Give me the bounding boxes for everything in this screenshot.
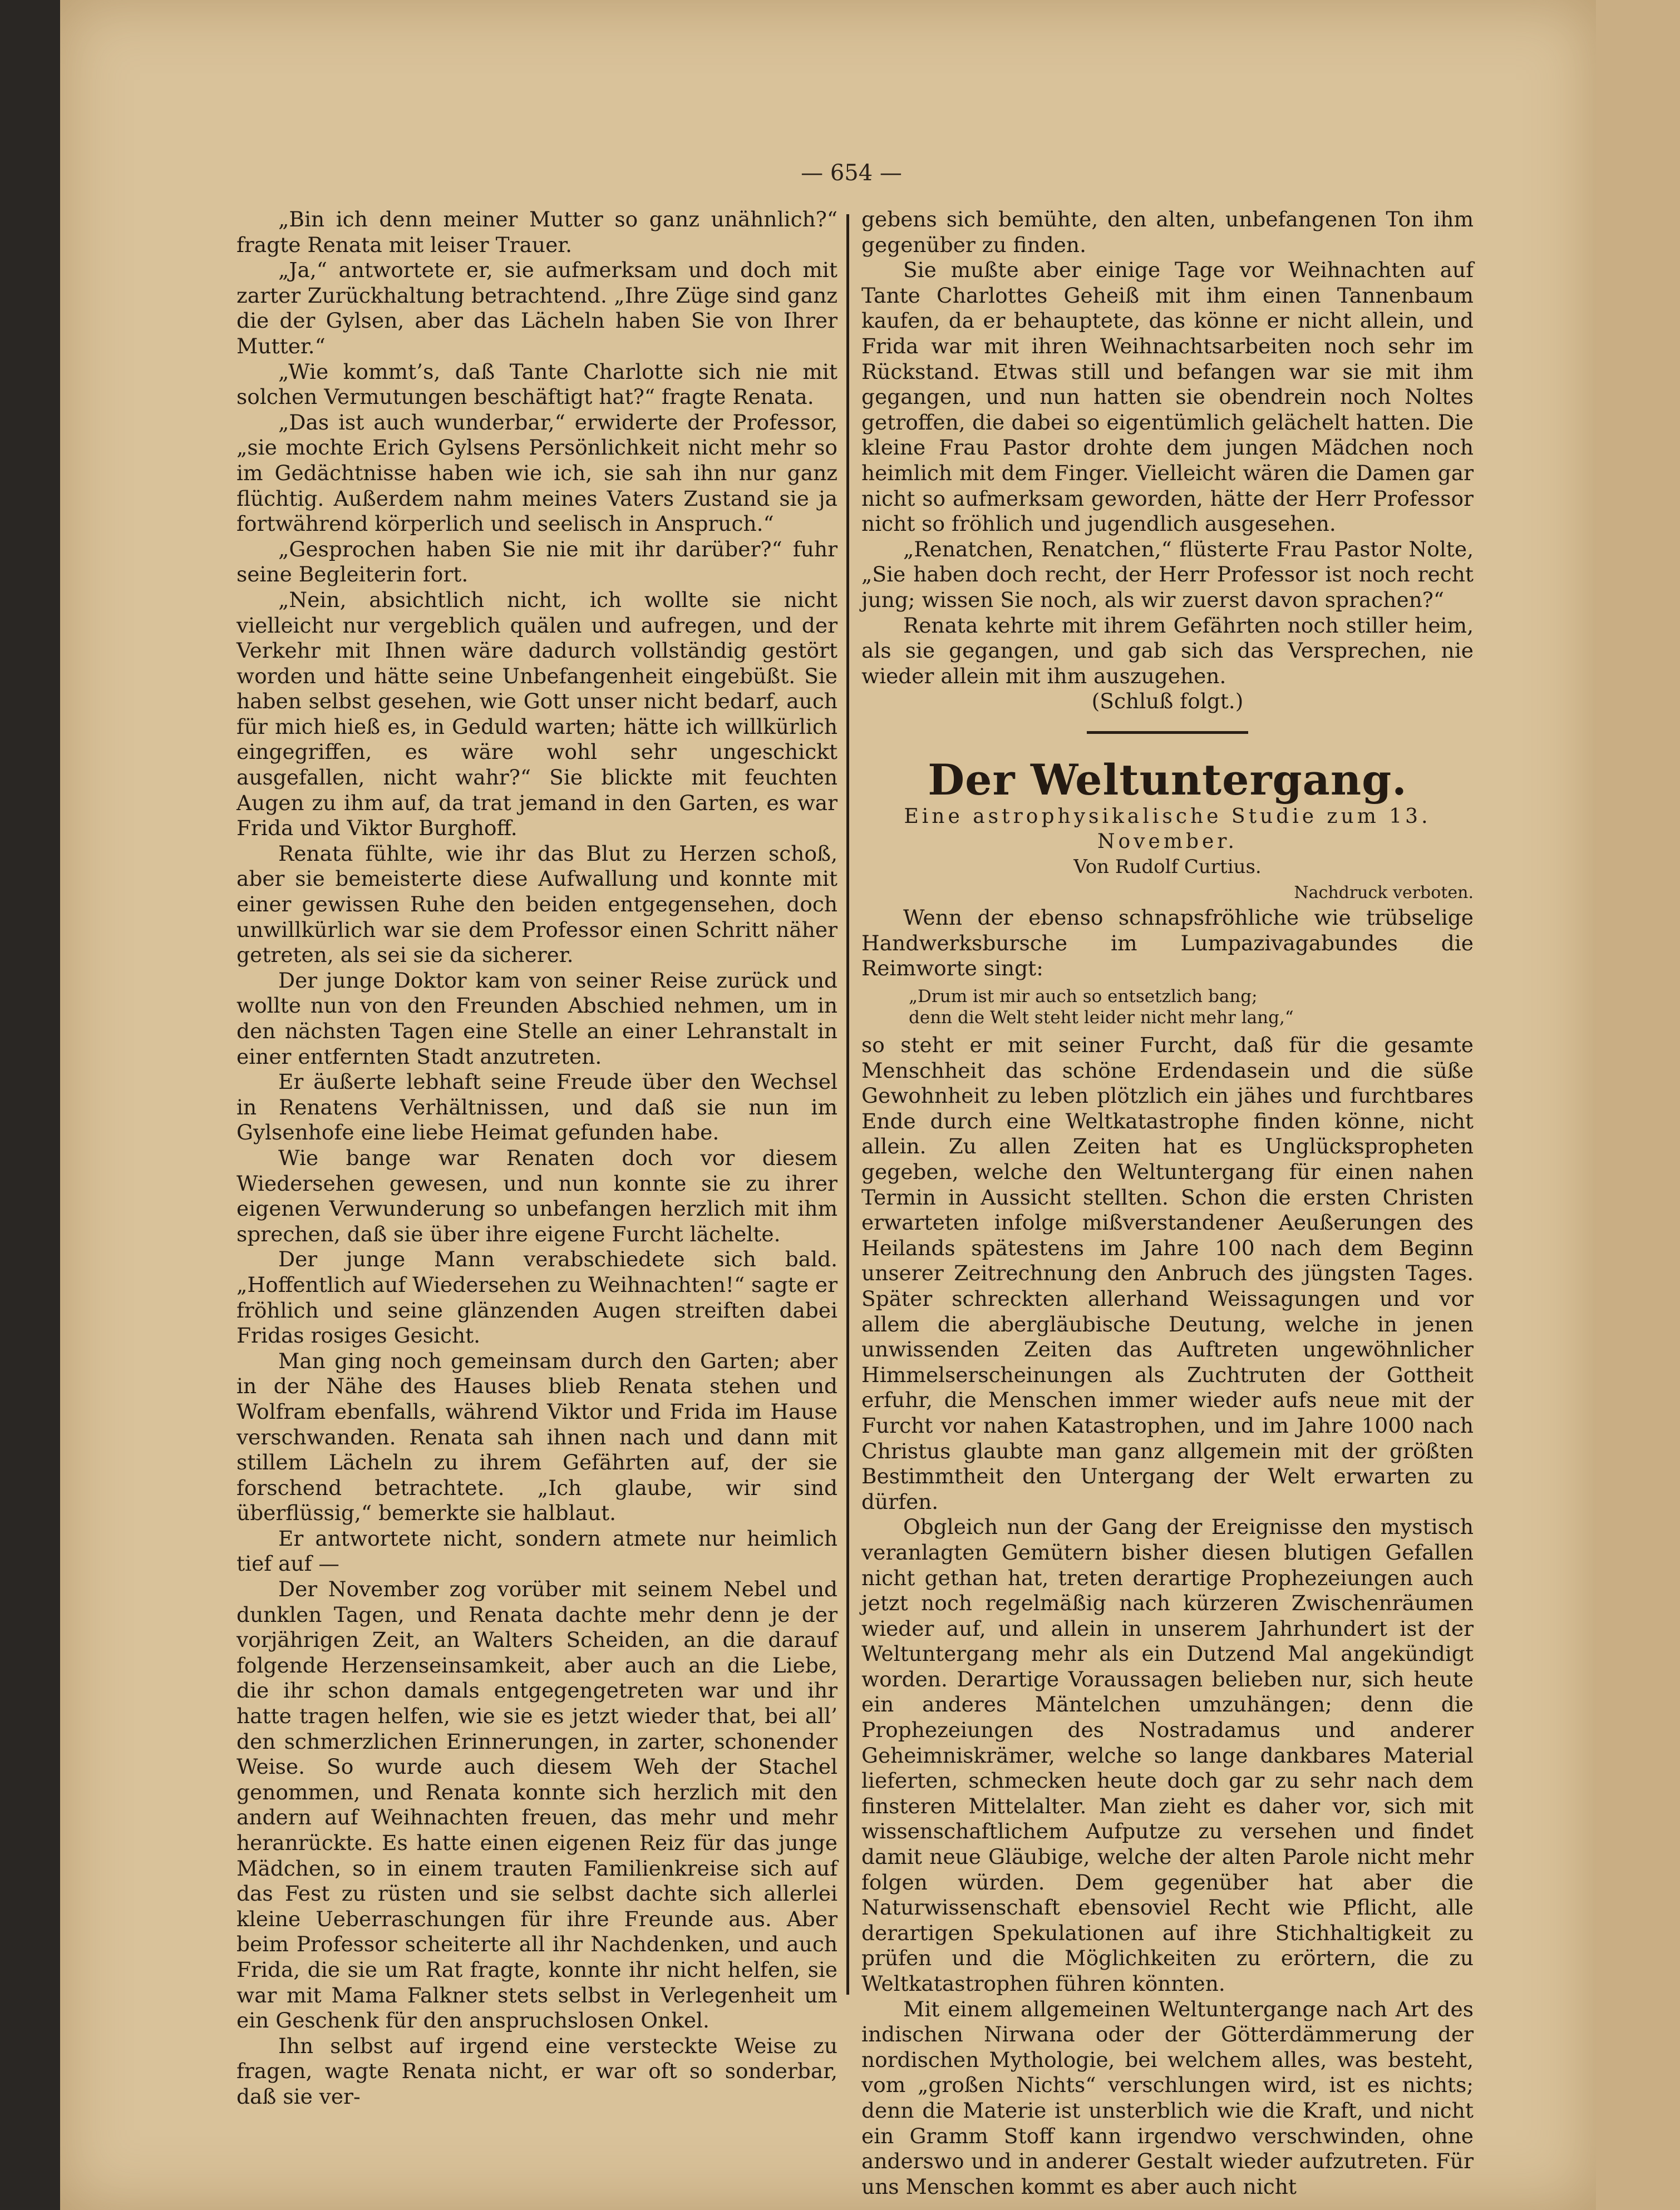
paragraph: „Das ist auch wunderbar,“ erwiderte der Professor, „sie mochte Erich Gylsens Persönlichkeit nicht mehr so im Gedächtnisse haben wie ich, sie sah ihn nur ganz flüchtig. Außerdem nahm meines Vaters Zustand sie ja fortwährend körperlich und seelisch in Anspruch.“ <box>237 410 837 536</box>
paragraph: Der junge Mann verabschiedete sich bald. „Hoffentlich auf Wiedersehen zu Weihnachten!“ sagte er fröhlich und seine glänzenden Augen streiften dabei Fridas rosiges Gesicht. <box>237 1247 837 1348</box>
paragraph: „Gesprochen haben Sie nie mit ihr darüber?“ fuhr seine Begleiterin fort. <box>237 536 837 587</box>
paragraph: Obgleich nun der Gang der Ereignisse den mystisch veranlagten Gemütern bisher diesen blutigen Gefallen nicht gethan hat, treten derartige Prophezeiungen auch jetzt noch regelmäßig nach kürzeren Zwischenräumen wieder auf, und allein in unserem Jahrhundert ist der Weltuntergang mehr als ein Dutzend Mal angekündigt worden. Derartige Voraussagen belieben nur, sich heute ein anderes Mäntelchen umzuhängen; denn die Prophezeiungen des Nostradamus und anderer Geheimniskrämer, welche so lange dankbares Material lieferten, schmecken heute doch gar zu sehr nach dem finsteren Mittelalter. Man zieht es daher vor, sich mit wissenschaftlichem Aufputze zu versehen und findet damit neue Gläubige, welche der alten Parole nicht mehr folgen würden. Dem gegenüber hat aber die Naturwissenschaft ebensoviel Recht wie Pflicht, alle derartigen Spekulationen auf ihre Stichhaltigkeit zu prüfen und die Möglichkeiten zu erörtern, die zu Weltkatastrophen führen könnten. <box>861 1515 1474 1996</box>
paragraph: Wie bange war Renaten doch vor diesem Wiedersehen gewesen, und nun konnte sie zu ihrer eigenen Verwunderung so unbefangen herzlich mit ihm sprechen, daß sie über ihre eigene Furcht lächelte. <box>237 1145 837 1246</box>
right-column <box>861 207 1474 2199</box>
article-title: Der Weltuntergang. <box>928 754 1407 805</box>
column-divider <box>846 214 849 1995</box>
paragraph: Er antwortete nicht, sondern atmete nur heimlich tief auf — <box>237 1526 837 1576</box>
paragraph: „Wie kommt’s, daß Tante Charlotte sich nie mit solchen Vermutungen beschäftigt hat?“ fragte Renata. <box>237 359 837 410</box>
article-subtitle: Eine astrophysikalische Studie zum 13. November. <box>904 805 1431 854</box>
paragraph: gebens sich bemühte, den alten, unbefangenen Ton ihm gegenüber zu finden. <box>861 207 1474 257</box>
paragraph: Der junge Doktor kam von seiner Reise zurück und wollte nun von den Freunden Abschied nehmen, um in den nächsten Tagen eine Stelle an einer Lehranstalt in einer entfernten Stadt anzutreten. <box>237 968 837 1069</box>
page-edge <box>1596 0 1680 2210</box>
paragraph: Renata fühlte, wie ihr das Blut zu Herzen schoß, aber sie bemeisterte diese Aufwallung und konnte mit einer gewissen Ruhe den beiden entgegensehen, doch unwillkürlich war sie dem Professor einen Schritt näher getreten, als sei sie da sicherer. <box>237 841 837 968</box>
story-signoff: (Schluß folgt.) <box>1091 689 1244 714</box>
reprint-note: Nachdruck verboten. <box>1294 882 1474 902</box>
verse-line: denn die Welt steht leider nicht mehr lang,“ <box>909 1008 1294 1028</box>
verse-line: „Drum ist mir auch so entsetzlich bang; <box>909 986 1258 1007</box>
paragraph: „Renatchen, Renatchen,“ flüsterte Frau Pastor Nolte, „Sie haben doch recht, der Herr Professor ist noch recht jung; wissen Sie noch, als wir zuerst davon sprachen?“ <box>861 536 1474 612</box>
paragraph: „Bin ich denn meiner Mutter so ganz unähnlich?“ fragte Renata mit leiser Trauer. <box>237 207 837 257</box>
article-intro: Wenn der ebenso schnapsfröhliche wie trübselige Handwerksbursche im Lumpazivagabundes die Reimworte singt: <box>861 905 1474 981</box>
paragraph: Sie mußte aber einige Tage vor Weihnachten auf Tante Charlottes Geheiß mit ihm einen Tannenbaum kaufen, da er behauptete, das könne er nicht allein, und Frida war mit ihren Weihnachtsarbeiten noch sehr im Rückstand. Etwas still und befangen war sie mit ihm gegangen, und nun hatten sie obendrein noch Noltes getroffen, die dabei so eigentümlich gelächelt hatten. Die kleine Frau Pastor drohte dem jungen Mädchen noch heimlich mit dem Finger. Vielleicht wären die Damen gar nicht so aufmerksam geworden, hätte der Herr Professor nicht so fröhlich und jugendlich ausgesehen. <box>861 258 1474 536</box>
left-column <box>237 207 837 2110</box>
paragraph: Er äußerte lebhaft seine Freude über den Wechsel in Renatens Verhältnissen, und daß sie nun im Gylsenhofe eine liebe Heimat gefunden habe. <box>237 1069 837 1145</box>
paragraph: Renata kehrte mit ihrem Gefährten noch stiller heim, als sie gegangen, und gab sich das Versprechen, nie wieder allein mit ihm auszugehen. <box>861 613 1474 688</box>
paragraph: „Nein, absichtlich nicht, ich wollte sie nicht vielleicht nur vergeblich quälen und aufregen, und der Verkehr mit Ihnen wäre dadurch vollständig gestört worden und hätte seine Unbefangenheit eingebüßt. Sie haben selbst gesehen, wie Gott unser nicht bedarf, auch für mich hieß es, in Geduld warten; hätte ich willkürlich eingegriffen, es wäre wohl sehr ungeschickt ausgefallen, nicht wahr?“ Sie blickte mit feuchten Augen zu ihm auf, da trat jemand in den Garten, es war Frida und Viktor Burghoff. <box>237 587 837 841</box>
paragraph: Mit einem allgemeinen Weltuntergange nach Art des indischen Nirwana oder der Götterdämmerung der nordischen Mythologie, bei welchem alles, was besteht, vom „großen Nichts“ verschlungen wird, ist es nichts; denn die Materie ist unsterblich wie die Kraft, und nicht ein Gramm Stoff kann irgendwo verschwinden, ohne anderswo und in anderer Gestalt wieder aufzutreten. Für uns Menschen kommt es aber auch nicht <box>861 1996 1474 2199</box>
page-number: — 654 — <box>801 160 902 186</box>
paragraph: „Ja,“ antwortete er, sie aufmerksam und doch mit zarter Zurückhaltung betrachtend. „Ihre Züge sind ganz die der Gylsen, aber das Lächeln haben Sie von Ihrer Mutter.“ <box>237 258 837 358</box>
paragraph: Ihn selbst auf irgend eine versteckte Weise zu fragen, wagte Renata nicht, er war oft so sonderbar, daß sie ver- <box>237 2033 837 2109</box>
verse-quote <box>909 986 1474 1028</box>
article-author: Von Rudolf Curtius. <box>1073 856 1262 879</box>
section-divider <box>1087 731 1248 734</box>
paragraph: Man ging noch gemeinsam durch den Garten; aber in der Nähe des Hauses blieb Renata stehen und Wolfram ebenfalls, während Viktor und Frida im Hause verschwanden. Renata sah ihnen nach und dann mit stillem Lächeln zu ihrem Gefährten auf, der sie forschend betrachtete. „Ich glaube, wir sind überflüssig,“ bemerkte sie halblaut. <box>237 1348 837 1526</box>
paragraph: Der November zog vorüber mit seinem Nebel und dunklen Tagen, und Renata dachte mehr denn je der vorjährigen Zeit, an Walters Scheiden, an die darauf folgende Herzenseinsamkeit, aber auch an die Liebe, die ihr schon damals entgegengetreten war und ihr hatte tragen helfen, wie sie es jetzt wieder that, bei all’ den schmerzlichen Erinnerungen, in zarter, schonender Weise. So wurde auch diesem Weh der Stachel genommen, und Renata konnte sich herzlich mit den andern auf Weihnachten freuen, das mehr und mehr heranrückte. Es hatte einen eigenen Reiz für das junge Mädchen, so in einem trauten Familienkreise sich auf das Fest zu rüsten und sie selbst dachte sich allerlei kleine Ueberraschungen für ihre Freunde aus. Aber beim Professor scheiterte all ihr Nachdenken, und auch Frida, die sie um Rat fragte, konnte ihr nicht helfen, sie war mit Mama Falkner stets selbst in Verlegenheit um ein Geschenk für den anspruchslosen Onkel. <box>237 1577 837 2033</box>
paragraph: so steht er mit seiner Furcht, daß für die gesamte Menschheit das schöne Erdendasein und die süße Gewohnheit zu leben plötzlich ein jähes und furchtbares Ende durch eine Weltkatastrophe finden könne, nicht allein. Zu allen Zeiten hat es Unglückspropheten gegeben, welche den Weltuntergang für einen nahen Termin in Aussicht stellten. Schon die ersten Christen erwarteten infolge mißverstandener Aeußerungen des Heilands spätestens im Jahre 100 nach dem Beginn unserer Zeitrechnung den Anbruch des jüngsten Tages. Später schreckten allerhand Weissagungen und vor allem die abergläubische Deutung, welche in jenen unwissenden Zeiten das Auftreten ungewöhnlicher Himmelserscheinungen als Zuchtruten der Gottheit erfuhr, die Menschen immer wieder aufs neue mit der Furcht vor nahen Katastrophen, und im Jahre 1000 nach Christus glaubte man ganz allgemein mit der größten Bestimmtheit den Untergang der Welt erwarten zu dürfen. <box>861 1033 1474 1514</box>
